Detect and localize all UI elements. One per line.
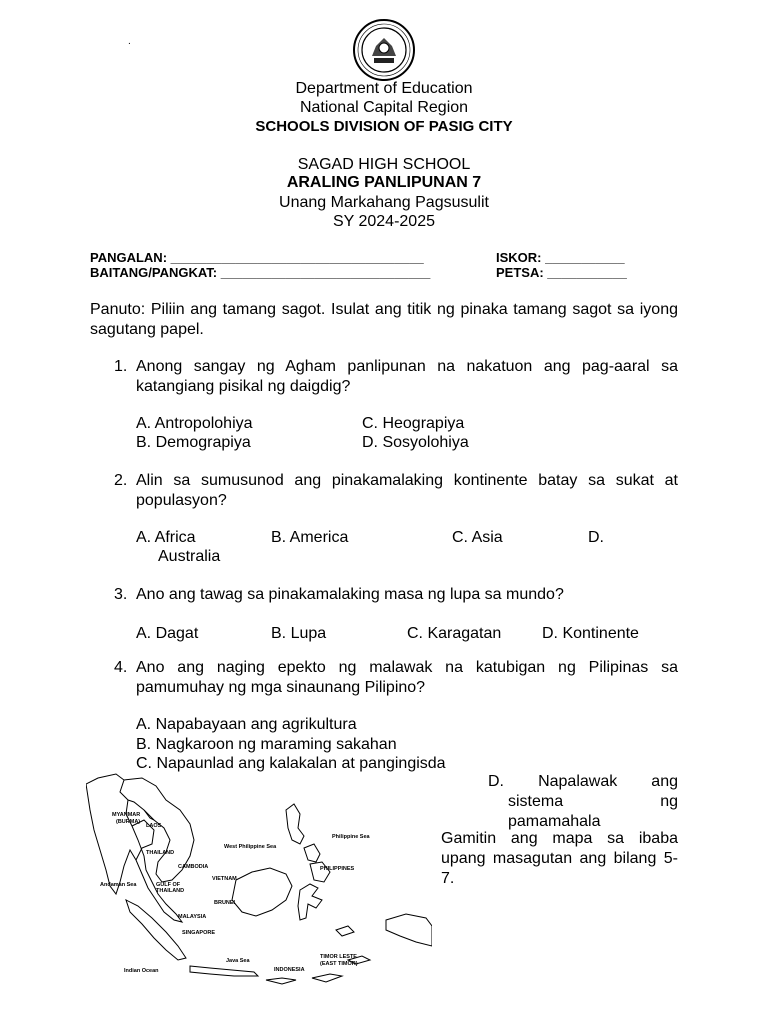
grade-section-field: BAITANG/PANGKAT: _____________________________ [90, 265, 431, 280]
option-b: B. Nagkaroon ng maraming sakahan [136, 736, 397, 753]
map-instructions: Gamitin ang mapa sa ibaba upang masagutan ang bilang 5-7. [441, 830, 678, 887]
stray-dot: . [128, 36, 131, 47]
option-c: C. Karagatan [407, 625, 502, 642]
option-a: A. Napabayaan ang agrikultura [136, 716, 357, 733]
map-label-brunei: BRUNEI [214, 900, 236, 906]
option-b: B. Demograpiya [136, 434, 251, 451]
map-label-philippines: PHILIPPINES [320, 866, 355, 872]
region-name: National Capital Region [299, 99, 469, 116]
option-d-text: Australia [158, 548, 221, 565]
map-label-indian-ocean: Indian Ocean [124, 968, 159, 974]
question-text: Alin sa sumusunod ang pinakamalaking kontinente batay sa sukat at populasyon? [136, 472, 678, 509]
deped-seal-logo [352, 18, 416, 82]
date-field: PETSA: ___________ [496, 265, 627, 280]
question-number: 3. [114, 586, 128, 603]
question-number: 1. [114, 358, 128, 375]
option-a: A. Antropolohiya [136, 415, 253, 432]
map-label-thailand: THAILAND [146, 850, 175, 856]
option-c: C. Napaunlad ang kalakalan at pangingisda [136, 755, 446, 772]
map-label-cambodia: CAMBODIA [178, 864, 209, 870]
option-a: A. Dagat [136, 625, 199, 642]
option-c: C. Heograpiya [362, 415, 465, 432]
map-label-west-philippine-sea: West Philippine Sea [224, 844, 277, 850]
option-d: D. Sosyolohiya [362, 434, 469, 451]
exam-title: Unang Markahang Pagsusulit [279, 194, 489, 211]
map-label-burma: (BURMA) [116, 819, 141, 825]
dept-name: Department of Education [295, 80, 473, 97]
school-year: SY 2024-2025 [332, 213, 435, 230]
question-text: Ano ang tawag sa pinakamalaking masa ng lupa sa mundo? [136, 586, 564, 603]
question-text: Ano ang naging epekto ng malawak na katubigan ng Pilipinas sa pamumuhay ng mga sinaunang Pilipino? [136, 659, 678, 696]
name-field: PANGALAN: ___________________________________ [90, 250, 424, 265]
option-b: B. America [271, 529, 349, 546]
map-label-indonesia: INDONESIA [274, 967, 305, 973]
option-c: C. Asia [452, 529, 503, 546]
school-name: SAGAD HIGH SCHOOL [297, 156, 471, 173]
score-field: ISKOR: ___________ [496, 250, 625, 265]
map-label-timor-leste: TIMOR LESTE [320, 954, 357, 960]
southeast-asia-map [86, 770, 432, 992]
map-label-gulf-thailand: THAILAND [156, 888, 185, 894]
map-label-philippine-sea: Philippine Sea [332, 834, 370, 840]
question-number: 2. [114, 472, 128, 489]
option-d: D. [588, 529, 604, 546]
map-label-singapore: SINGAPORE [182, 930, 216, 936]
map-label-laos: LAOS [146, 823, 162, 829]
map-label-andaman-sea: Andaman Sea [100, 882, 137, 888]
instructions: Panuto: Piliin ang tamang sagot. Isulat ang titik ng pinaka tamang sagot sa iyong sagutang papel. [90, 301, 678, 338]
option-d: D. Kontinente [542, 625, 639, 642]
division-name: SCHOOLS DIVISION OF PASIG CITY [255, 118, 513, 135]
map-label-myanmar: MYANMAR [112, 812, 141, 818]
option-d: D. Napalawak ang sistema ng pamamahala [488, 773, 678, 830]
question-text: Anong sangay ng Agham panlipunan na nakatuon ang pag-aaral sa katangiang pisikal ng daigdig? [136, 358, 678, 395]
map-label-east-timor: (EAST TIMOR) [320, 961, 358, 967]
map-label-gulf: GULF OF [156, 882, 181, 888]
map-label-vietnam: VIETNAM [212, 876, 237, 882]
option-b: B. Lupa [271, 625, 327, 642]
question-number: 4. [114, 659, 128, 676]
subject-title: ARALING PANLIPUNAN 7 [286, 174, 482, 191]
map-label-java-sea: Java Sea [226, 958, 250, 964]
option-a: A. Africa [136, 529, 196, 546]
map-label-malaysia: MALAYSIA [178, 914, 207, 920]
